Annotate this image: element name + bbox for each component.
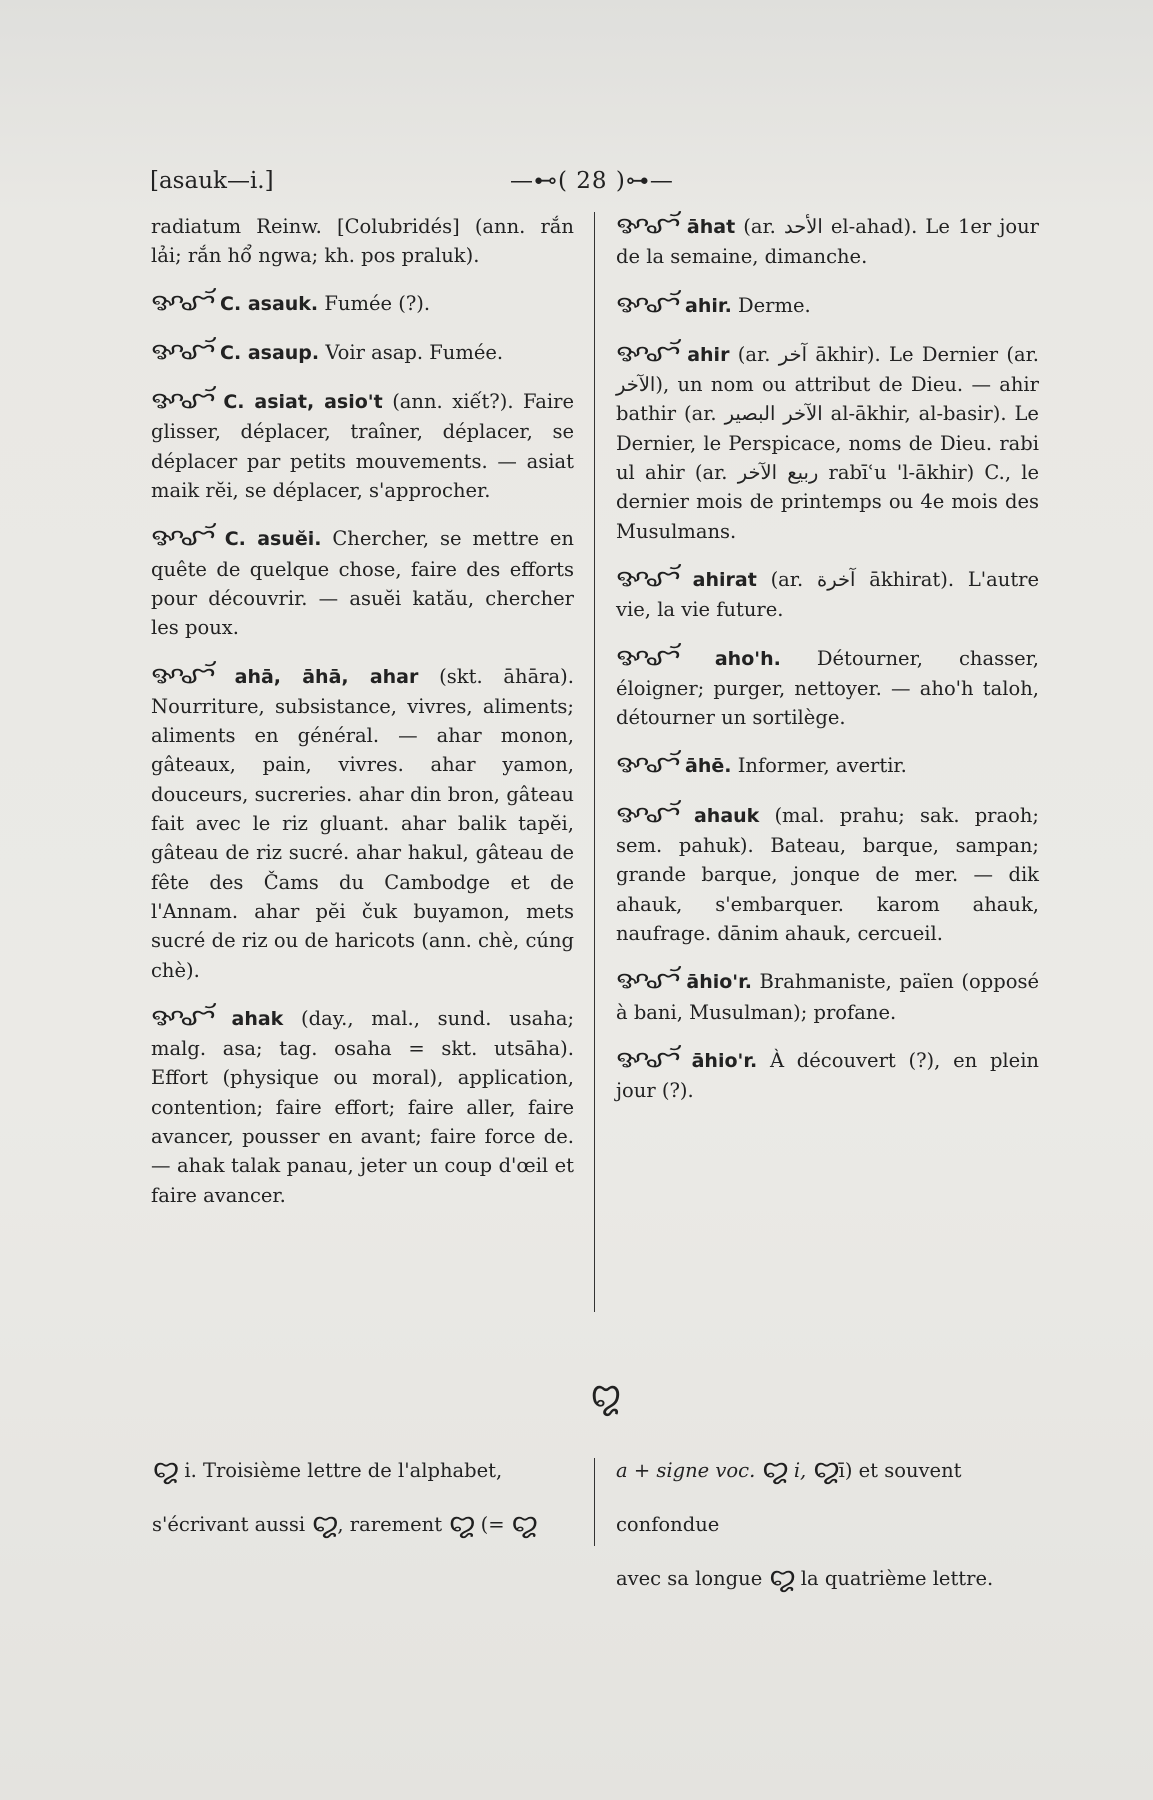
- cham-letter-glyph: ꨁ: [768, 1563, 795, 1592]
- entry-text: Voir asap. Fumée.: [325, 340, 504, 364]
- letter-text: la quatrième lettre.: [800, 1567, 994, 1590]
- cham-letter-glyph: ꨁ: [448, 1509, 475, 1538]
- letter-text: avec sa longue: [616, 1567, 763, 1590]
- entry-headword: ahirat: [692, 568, 757, 591]
- cham-script-glyph: ꨀꨧꨮ: [151, 1003, 214, 1032]
- cham-script-glyph: ꨀꨧꨮ: [616, 339, 679, 368]
- cham-script-glyph: ꨀꨧꨮ: [616, 751, 679, 780]
- cham-script-glyph: ꨀꨧꨮ: [616, 800, 679, 829]
- entry-headword: ahauk: [693, 804, 760, 827]
- letter-text: s'écrivant aussi: [152, 1513, 306, 1536]
- cham-script-glyph: ꨀꨧꨮ: [151, 661, 214, 690]
- entry-headword: āhio'r.: [686, 971, 752, 994]
- entry-headword: C. asuĕi.: [224, 528, 322, 551]
- dictionary-entry: [151, 1004, 574, 1210]
- entry-text: Fumée (?).: [324, 291, 431, 315]
- dictionary-entry: [151, 289, 574, 319]
- entry-text: (ar. آخر ākhir). Le Dernier (ar. الآخر), un nom ou attribut de Dieu. — ahir bathir (ar. الآخر البصير al-ākhir, al-basir). Le Dernier, le Perspicace, noms de Dieu. rabi ul ahir (ar. ربيع الآخر rabīʿu 'l-ākhir) C., le dernier mois de printemps ou 4e mois des Musulmans.: [616, 342, 1040, 543]
- cham-letter-glyph: ꨁ: [812, 1455, 839, 1484]
- dictionary-entry: [151, 338, 574, 368]
- entry-text: Derme.: [738, 293, 811, 317]
- dictionary-entry: [151, 212, 574, 271]
- dictionary-entry: [151, 387, 574, 505]
- bottom-column-divider: [594, 1458, 595, 1546]
- cham-letter-glyph: ꨁ: [510, 1509, 537, 1538]
- cham-script-glyph: ꨀꨧꨮ: [151, 337, 214, 366]
- entry-text: (skt. āhāra). Nourriture, subsistance, vivres, aliments; aliments en général. — ahar monon, gâteaux, pain, vivres. ahar yamon, douceurs, sucreries. ahar din bron, gâteau fait avec le riz gluant. ahar balik tapĕi, gâteau de riz sucré. ahar hakul, gâteau de fête des Čams du Cambodge et de l'Annam. ahar pĕi čuk buyamon, mets sucré de riz ou de haricots (ann. chè, cúng chè).: [151, 664, 574, 982]
- entry-headword: ahā, āhā, ahar: [234, 665, 419, 688]
- entry-text: (ann. xiết?). Faire glisser, déplacer, traîner, déplacer, se déplacer par petits mouvements. — asiat maik rĕi, se déplacer, s'approcher.: [151, 390, 574, 503]
- letter-text: i,: [793, 1459, 807, 1482]
- dictionary-entry: [616, 565, 1039, 625]
- letter-text: (=: [480, 1513, 505, 1536]
- letter-text: i. Troisième lettre de l'alphabet,: [184, 1459, 503, 1482]
- running-head-left: [asauk—i.]: [150, 168, 274, 194]
- entry-text: (ar. الأحد el-ahad). Le 1er jour de la semaine, dimanche.: [616, 215, 1039, 269]
- dictionary-entry: [616, 1046, 1039, 1106]
- letter-entry-left: [152, 1444, 582, 1552]
- cham-script-glyph: ꨀꨧꨮ: [616, 564, 679, 593]
- letter-text: , rarement: [337, 1513, 443, 1536]
- dictionary-entry: [616, 801, 1039, 948]
- entry-text: (day., mal., sund. usaha; malg. asa; tag. osaha = skt. utsāha). Effort (physique ou moral), application, contention; faire effort; faire aller, faire avancer, pousser en avant; faire force de. — ahak talak panau, jeter un coup d'œil et faire avancer.: [151, 1006, 575, 1207]
- letter-text: a + signe voc.: [616, 1459, 756, 1482]
- cham-letter-glyph: ꨁ: [761, 1455, 788, 1484]
- entry-text: radiatum Reinw. [Colubridés] (ann. rắn lải; rắn hổ ngwa; kh. pos praluk).: [151, 215, 574, 268]
- cham-script-glyph: ꨀꨧꨮ: [151, 288, 214, 317]
- cham-script-glyph: ꨀꨧꨮ: [616, 643, 679, 672]
- entry-text: Détourner, chasser, éloigner; purger, nettoyer. — aho'h taloh, détourner un sortilège.: [616, 646, 1039, 730]
- dictionary-entry: [151, 662, 574, 985]
- entry-headword: C. asauk.: [220, 292, 319, 315]
- entry-text: Chercher, se mettre en quête de quelque chose, faire des efforts pour découvrir. — asuĕi katău, chercher les poux.: [151, 527, 574, 640]
- entry-headword: ahak: [231, 1007, 284, 1030]
- entry-headword: aho'h.: [714, 647, 781, 670]
- letter-text: ī) et souvent confondue: [616, 1459, 962, 1536]
- letter-line: [616, 1444, 1046, 1552]
- entry-text: (ar. آخرة ākhirat). L'autre vie, la vie future.: [616, 567, 1040, 622]
- entry-text: (mal. prahu; sak. praoh; sem. pahuk). Bateau, barque, sampan; grande barque, jonque de mer. — dik ahauk, s'embarquer. karom ahauk, naufrage. dānim ahauk, cercueil.: [616, 803, 1040, 945]
- dictionary-entry: [616, 751, 1039, 781]
- letter-line: [152, 1444, 582, 1498]
- dictionary-entry: [616, 340, 1039, 546]
- cham-script-glyph: ꨀꨧꨮ: [616, 966, 679, 995]
- entry-text: Brahmaniste, païen (opposé à bani, Musulman); profane.: [616, 970, 1039, 1024]
- cham-letter-glyph: ꨁ: [152, 1455, 179, 1484]
- page-number: —⊷( 28 )⊶—: [510, 168, 674, 194]
- running-head: [150, 168, 1050, 202]
- entry-headword: āhat: [686, 216, 736, 238]
- entry-headword: ahir.: [685, 294, 732, 317]
- left-column: [151, 212, 574, 1229]
- cham-letter-glyph: ꨁ: [311, 1509, 338, 1538]
- entry-text: À découvert (?), en plein jour (?).: [616, 1048, 1039, 1103]
- right-column: [616, 212, 1039, 1124]
- dictionary-entry: [616, 291, 1039, 321]
- cham-script-glyph: ꨀꨧꨮ: [616, 211, 679, 240]
- entry-headword: C. asaup.: [220, 341, 320, 364]
- cham-script-glyph: ꨀꨧꨮ: [616, 1045, 679, 1074]
- entry-headword: āhio'r.: [691, 1049, 758, 1072]
- entry-headword: āhē.: [685, 755, 732, 778]
- dictionary-entry: [151, 524, 574, 642]
- letter-line: [616, 1552, 1046, 1606]
- cham-script-glyph: ꨀꨧꨮ: [151, 523, 214, 552]
- section-letter-glyph: ꨁ: [590, 1375, 622, 1415]
- column-divider: [594, 212, 595, 1312]
- dictionary-entry: [616, 212, 1039, 272]
- entry-headword: ahir: [687, 343, 730, 366]
- cham-script-glyph: ꨀꨧꨮ: [151, 386, 214, 415]
- letter-line: [152, 1498, 582, 1552]
- entry-text: Informer, avertir.: [737, 754, 907, 778]
- dictionary-entry: [616, 967, 1039, 1027]
- entry-headword: C. asiat, asio't: [223, 391, 383, 414]
- letter-entry-right: [616, 1444, 1046, 1606]
- dictionary-entry: [616, 644, 1039, 733]
- cham-script-glyph: ꨀꨧꨮ: [616, 290, 679, 319]
